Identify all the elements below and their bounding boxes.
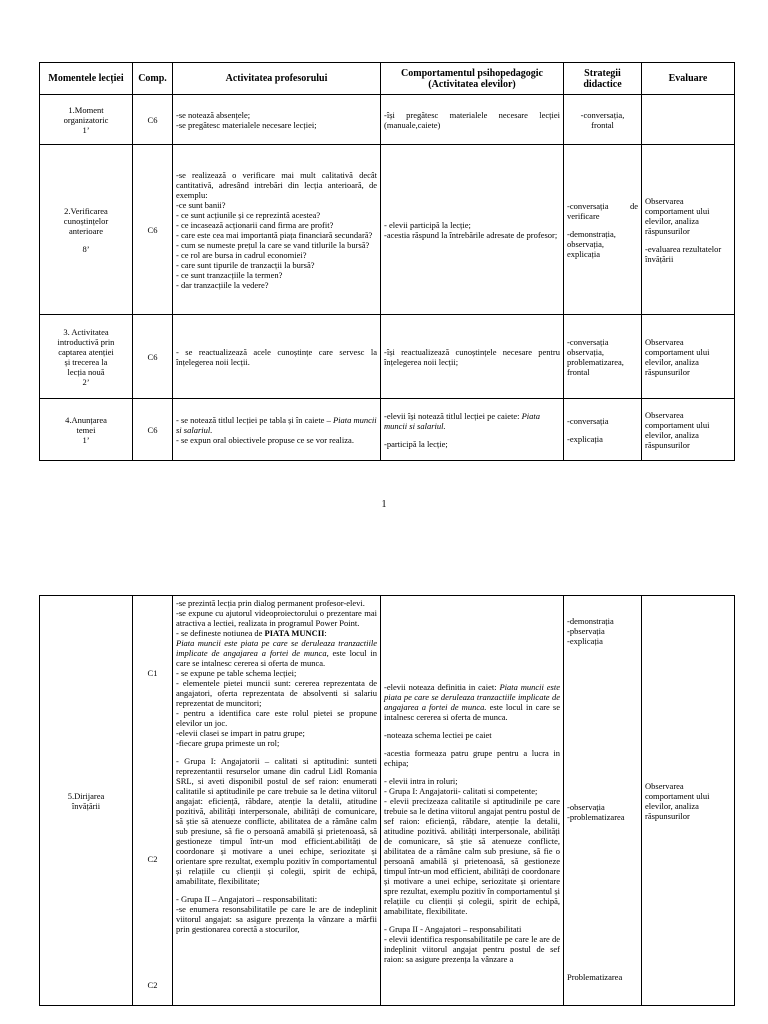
header-evaluation: Evaluare <box>642 63 735 95</box>
evaluation-cell <box>642 95 735 145</box>
students-cell: -elevii își notează titlul lecției pe caiete: Piata muncii si salariul. -participă la lecție; <box>381 399 564 461</box>
comp-cell: C1 C2 C2 <box>133 596 173 1006</box>
strategies-cell: -conversația de verificare -demonstrația, observația, explicația <box>564 145 642 315</box>
header-students: Comportamentul psihopedagogic (Activitatea elevilor) <box>381 63 564 95</box>
comp-cell: C6 <box>133 315 173 399</box>
header-comp: Comp. <box>133 63 173 95</box>
header-strategies: Strategii didactice <box>564 63 642 95</box>
moment-cell: 2.Verificarea cunoștințelor anterioare 8’ <box>40 145 133 315</box>
teacher-cell: - se reactualizează acele cunoștințe care servesc la înțelegerea noii lecții. <box>173 315 381 399</box>
teacher-cell: -se notează absențele; -se pregătesc materialele necesare lecției; <box>173 95 381 145</box>
table-row <box>40 145 735 315</box>
students-cell: - elevii participă la lecție; -acestia răspund la întrebările adresate de profesor; <box>381 145 564 315</box>
comp-cell: C6 <box>133 399 173 461</box>
comp-cell: C6 <box>133 145 173 315</box>
evaluation-cell: Observarea comportament ului elevilor, analiza răspunsurilor <box>642 399 735 461</box>
teacher-cell: -se prezintă lecția prin dialog permanent profesor-elevi. -se expune cu ajutorul videoproiectorului o prezentare mai atractiva a lectiei, realizata in programul Power Point. - se defineste notiunea de PIATA MUNCII: Piata muncii este piata pe care se deruleaza tranzactiile implicate de angajarea a fortei de munca, este locul in care se intalnesc cererea si oferta de munca. - se expune pe table schema lecției; - elementele pietei muncii sunt: cererea reprezentata de angajatori, oferta reprezentata de absolventi si salariu reprezentat de muncitori; - pentru a identifica care este rolul pietei se propune elevilor un joc. -elevii clasei se impart in patru grupe; -fiecare grupa primeste un rol; - Grupa I: Angajatorii – calitati si aptitudini: sunteti reprezentantii resurselor umane din cadrul Lidl Romania SRL, si aveti disponibil postul de sef raion: enumerati calitatile si aptitudinile pe care trebuie sa le detina viitorul angajat: eficiență, răbdare, atenție la detalii, atitudine pozitivă, abilități interpersonale, abilități de comunicare, să știe să atenueze conflicte, abilitatea de a rămâne calm sub presiune, să fie o persoană amabilă și prietenoasă, să gestioneze timpul într-un mod efficient.abilități de coordonare și motivare a unei echipe, seriozitate și orientare spre rezultat, exemplu pozitiv în comportamentul și relațiile cu clienții și colegii, spirit de echipă, amabilitate, flexibilitate; - Grupa II – Angajatori – responsabilitati: -se enumera resonsabilitatile pe care le are de indeplinit viitorul angajat: sa asigure prezența la vânzare a mărfii prin gestionarea corectă a stocurilor, <box>173 596 381 1006</box>
lesson-table-page-1 <box>39 62 735 461</box>
strategies-cell: -conversația -explicația <box>564 399 642 461</box>
students-cell: -își reactualizează cunoștințele necesare pentru înțelegerea noii lecții; <box>381 315 564 399</box>
table-row <box>40 596 735 1006</box>
moment-cell: 1.Moment organizatoric 1’ <box>40 95 133 145</box>
students-cell: -își pregătesc materialele necesare lecției (manuale,caiete) <box>381 95 564 145</box>
table-row <box>40 399 735 461</box>
evaluation-cell: Observarea comportament ului elevilor, analiza răspunsurilor -evaluarea rezultatelor învățării <box>642 145 735 315</box>
moment-cell: 4.Anunțarea temei 1’ <box>40 399 133 461</box>
header-moments: Momentele lecției <box>40 63 133 95</box>
strategies-cell: -conversația, frontal <box>564 95 642 145</box>
moment-cell: 3. Activitatea introductivă prin captarea atenției și trecerea la lecția nouă 2’ <box>40 315 133 399</box>
students-cell: -elevii noteaza definitia in caiet: Piata muncii este piata pe care se deruleaza tranzactiile implicate de angajarea a fortei de munca. este locul in care se intalnesc cererea si oferta de munca. -noteaza schema lectiei pe caiet -acestia formeaza patru grupe pentru a lucra in echipa; - elevii intra in roluri; - Grupa I: Angajatorii- calitati si competente; - elevii precizeaza calitatile si aptitudinile pe care trebuie sa le detina viitorul angajat pentru postul de sef raion: eficiență, răbdare, atenție la detalii, atitudine pozitivă. abilități interpersonale, abilități de comunicare, să știe să atenueze conflicte, abilitatea de a rămâne calm sub presiune, să fie o persoană amabilă și prietenoasă, să gestioneze timpul într-un mod efficient, abilități de coordonare și motivare a unei echipe, seriozitate și orientare spre rezultat, exemplu pozitiv în comportamentul și relațiile cu clienții și colegii, spirit de echipă, amabilitate, flexibilitate. - Grupa II - Angajatori – responsabilitati - elevii identifica responsabilitatile pe care le are de indeplinit viitorul angajat pentru postul de sef raion: sa asigure prezența la vânzare a <box>381 596 564 1006</box>
strategies-cell: -demonstrația -pbservația -explicația -observația -problematizarea Problematizarea <box>564 596 642 1006</box>
evaluation-cell: Observarea comportament ului elevilor, analiza răspunsurilor <box>642 596 735 1006</box>
table-row <box>40 95 735 145</box>
strategies-cell: -conversația observația, problematizarea, frontal <box>564 315 642 399</box>
moment-cell: 5.Dirijarea învățării <box>40 596 133 1006</box>
evaluation-cell: Observarea comportament ului elevilor, analiza răspunsurilor <box>642 315 735 399</box>
teacher-cell: - se notează titlul lecției pe tabla și în caiete – Piata muncii si salariul. - se expun oral obiectivele propuse ce se vor realiza. <box>173 399 381 461</box>
lesson-table-page-2 <box>39 595 735 1006</box>
teacher-cell: -se realizează o verificare mai mult calitativă decât cantitativă, adresând intrebări din lecția anterioară, de exemplu: -ce sunt banii? - ce sunt acțiunile și ce reprezintă acestea? - ce incasează acționarii cand firma are profit? - care este cea mai importantă piața financiară secundară? - cum se numeste prețul la care se vand titlurile la bursă? - ce rol are bursa in cadrul economiei? - care sunt tipurile de tranzacții la bursă? - ce sunt tranzacțiile la termen? - dar tranzacțiile la vedere? <box>173 145 381 315</box>
header-teacher: Activitatea profesorului <box>173 63 381 95</box>
page-number: 1 <box>381 499 387 510</box>
comp-cell: C6 <box>133 95 173 145</box>
table-row <box>40 315 735 399</box>
